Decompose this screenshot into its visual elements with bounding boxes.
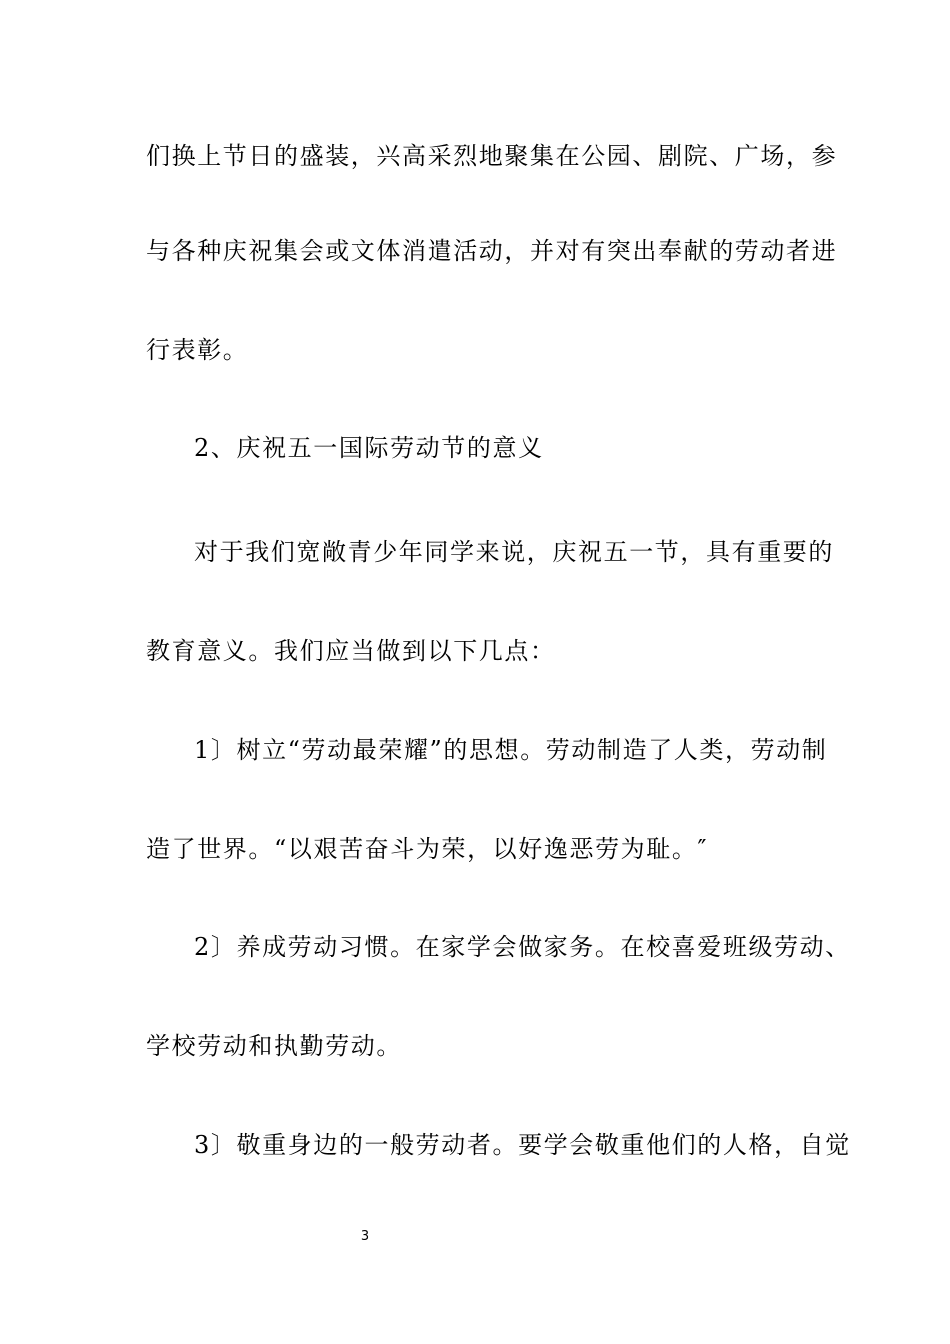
text-line: 学校劳动和执勤劳动。 (146, 1032, 402, 1060)
text-line: 们换上节日的盛装，兴高采烈地聚集在公园、剧院、广场，参 (146, 142, 838, 170)
section-heading: 2、庆祝五一国际劳动节的意义 (194, 434, 544, 462)
text-line: 造了世界。“以艰苦奋斗为荣，以好逸恶劳为耻。″ (146, 835, 709, 863)
text-line: 与各种庆祝集会或文体消遣活动，并对有突出奉献的劳动者进 (146, 237, 838, 265)
page-number: 3 (360, 1229, 370, 1244)
list-item-1: 1〕树立“劳动最荣耀”的思想。劳动制造了人类，劳动制 (194, 736, 828, 764)
text-line: 行表彰。 (146, 336, 249, 364)
list-item-2: 2〕养成劳动习惯。在家学会做家务。在校喜爱班级劳动、 (194, 933, 851, 961)
paragraph-start: 对于我们宽敞青少年同学来说，庆祝五一节，具有重要的 (194, 538, 834, 566)
text-line: 教育意义。我们应当做到以下几点： (146, 637, 556, 665)
list-item-3: 3〕敬重身边的一般劳动者。要学会敬重他们的人格，自觉 (194, 1131, 851, 1159)
